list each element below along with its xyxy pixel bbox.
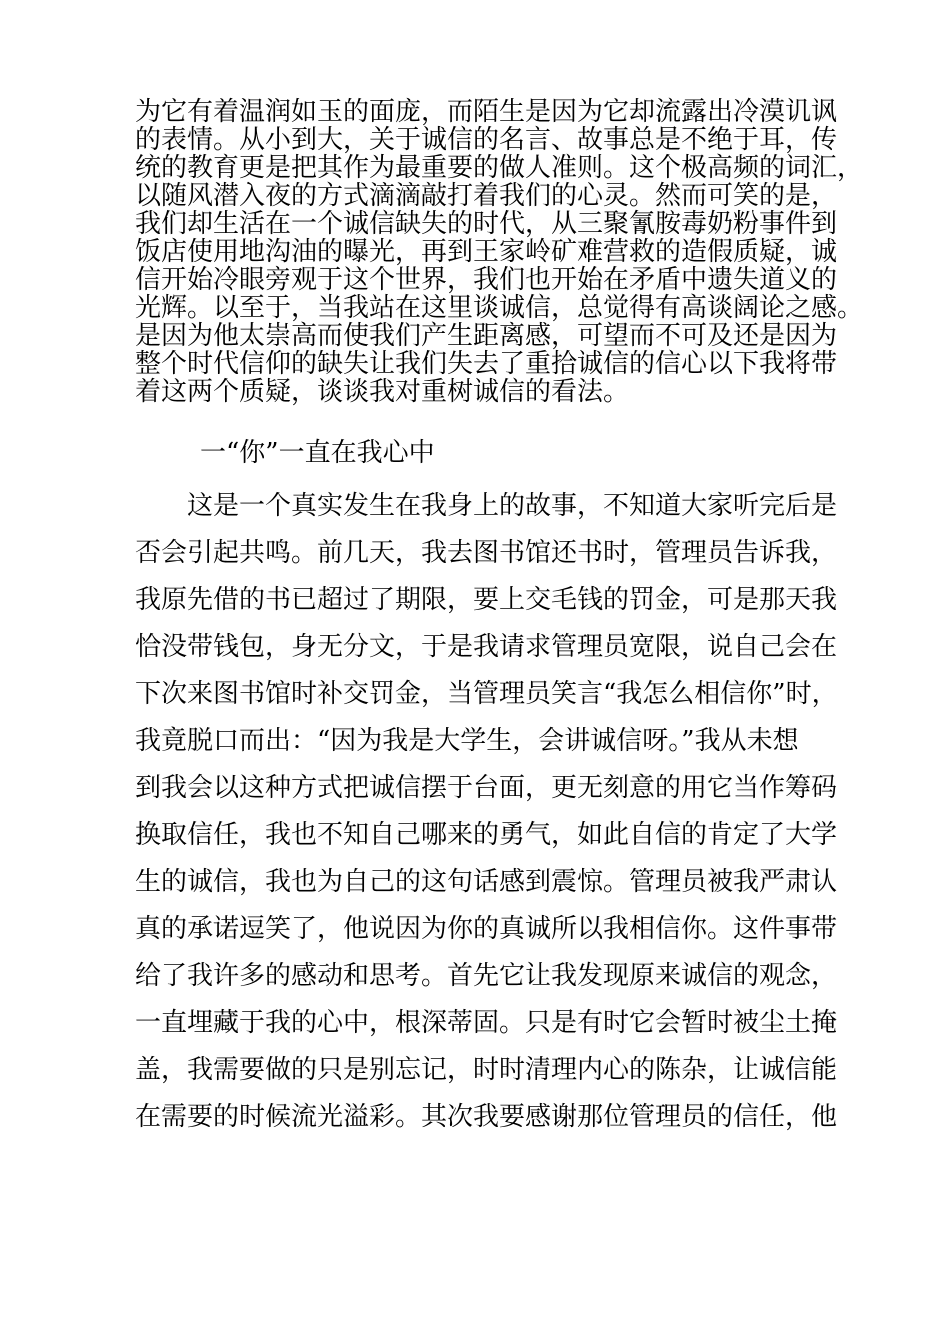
text-line: 信开始冷眼旁观于这个世界，我们也开始在矛盾中遗失道义的 [135,265,838,295]
text-line: 我竟脱口而出：“因为我是大学生，会讲诚信呀。”我从未想 [135,726,799,756]
text-line: 饭店使用地沟油的曝光，再到王家岭矿难营救的造假质疑，诚 [135,237,838,267]
text-line: 统的教育更是把其作为最重要的做人准则。这个极高频的词汇， [135,153,864,183]
text-line: 给了我许多的感动和思考。首先它让我发现原来诚信的观念， [135,961,838,991]
text-line: 是因为他太崇高而使我们产生距离感，可望而不可及还是因为 [135,321,838,351]
text-line: 为它有着温润如玉的面庞，而陌生是因为它却流露出冷漠讥讽 [135,97,838,127]
text-line: 我们却生活在一个诚信缺失的时代，从三聚氰胺毒奶粉事件到 [135,209,838,239]
text-line: 这是一个真实发生在我身上的故事，不知道大家听完后是 [135,491,838,521]
text-line: 换取信任，我也不知自己哪来的勇气，如此自信的肯定了大学 [135,820,838,850]
text-line: 在需要的时候流光溢彩。其次我要感谢那位管理员的信任，他 [135,1102,838,1132]
text-line: 否会引起共鸣。前几天，我去图书馆还书时，管理员告诉我， [135,538,838,568]
text-line: 真的承诺逗笑了，他说因为你的真诚所以我相信你。这件事带 [135,914,838,944]
intro-paragraph [135,97,864,407]
text-line: 盖，我需要做的只是别忘记，时时清理内心的陈杂，让诚信能 [135,1055,838,1085]
text-line: 下次来图书馆时补交罚金，当管理员笑言“我怎么相信你”时， [135,679,838,709]
text-line: 到我会以这种方式把诚信摆于台面，更无刻意的用它当作筹码 [135,773,838,803]
text-line: 恰没带钱包，身无分文，于是我请求管理员宽限，说自己会在 [135,632,838,662]
text-line: 以随风潜入夜的方式滴滴敲打着我们的心灵。然而可笑的是， [135,181,838,211]
text-line: 整个时代信仰的缺失让我们失去了重拾诚信的信心以下我将带 [135,349,838,379]
text-line: 的表情。从小到大，关于诚信的名言、故事总是不绝于耳，传 [135,125,838,155]
section-heading: 一“你”一直在我心中 [200,438,435,468]
text-line: 光辉。以至于，当我站在这里谈诚信，总觉得有高谈阔论之感。 [135,293,864,323]
story-paragraph [135,483,855,1141]
text-line: 着这两个质疑，谈谈我对重树诚信的看法。 [135,377,630,407]
text-line: 一直埋藏于我的心中，根深蒂固。只是有时它会暂时被尘土掩 [135,1008,838,1038]
text-line: 我原先借的书已超过了期限，要上交毛钱的罚金，可是那天我 [135,585,838,615]
text-line: 生的诚信，我也为自己的这句话感到震惊。管理员被我严肃认 [135,867,838,897]
